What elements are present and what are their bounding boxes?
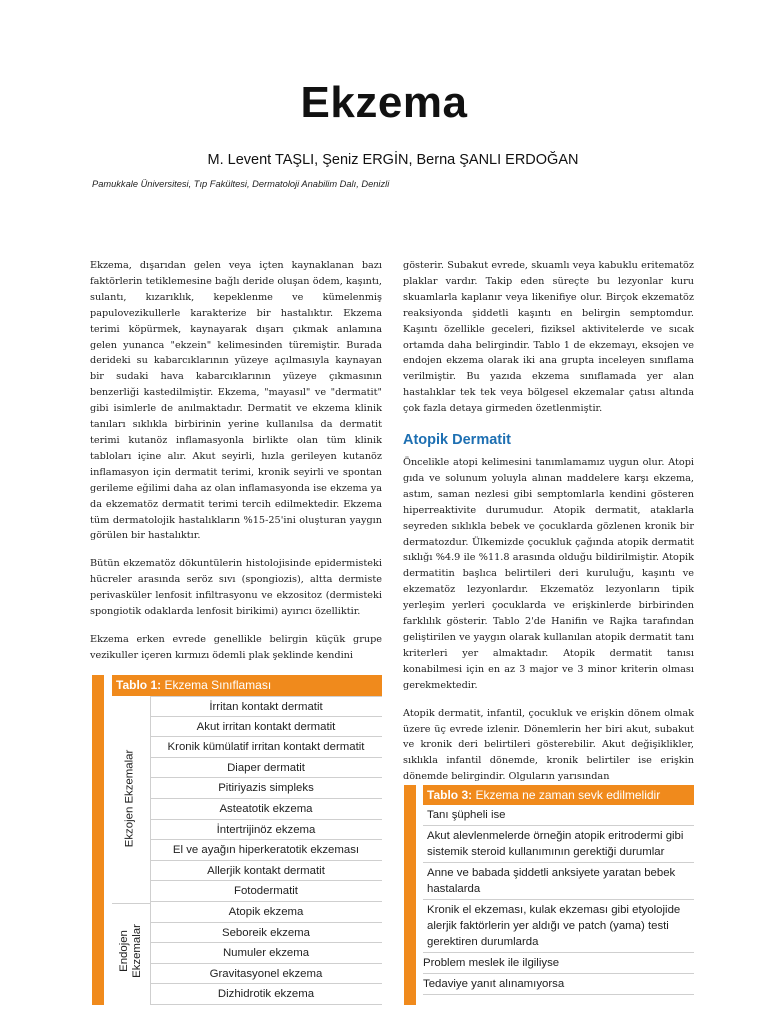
table-row: Akut alevlenmelerde örneğin atopik eritrodermi gibi sistemik steroid kullanımının gerektiği durumlar — [423, 826, 694, 863]
table-row: Asteatotik ekzema — [150, 799, 382, 820]
table-row: İrritan kontakt dermatit — [150, 696, 382, 717]
table-row: Kronik el ekzeması, kulak ekzeması gibi etyolojide alerjik faktörlerin yer aldığı ve patch (yama) testi gerektiren durumlarda — [423, 900, 694, 953]
table1-group-endogenous-line1: Endojen — [118, 930, 130, 972]
table1-group-exogenous: Ekzojen Ekzemalar — [123, 749, 136, 848]
table3-label: Tablo 3: — [427, 788, 473, 802]
right-column-mid — [403, 455, 694, 785]
table1-label: Tablo 1: — [116, 678, 162, 692]
paragraph: Atopik dermatit, infantil, çocukluk ve erişkin dönem olmak üzere üç evrede izlenir. Dönemlerin her biri akut, subakut ve kronik deri belirtileri gösterebilir. Akut değişiklikler, sıklıkla infantil dönemde, kronik belirtiler ise erişkin dönemde belirgindir. Olguların yarısından — [403, 707, 694, 783]
right-column-top — [403, 258, 694, 417]
table3-accent-bar — [404, 785, 416, 1005]
table-row: El ve ayağın hiperkeratotik ekzeması — [150, 840, 382, 861]
paragraph: Ekzema, dışarıdan gelen veya içten kaynaklanan bazı faktörlerin tetiklemesine bağlı deride oluşan ödem, kaşıntı, sulantı, kızarıklık, kepeklenme ve kümelenmiş papulovezikullerle karakterize bir hastalıktır. Ekzema terimi köpürmek, kaynayarak dışarı çıkmak anlamına gelen yunanca "ekzein" kelimesinden türemiştir. Burada derideki su kabarcıklarının yüzeye açılmasıyla kaynayan bir sudaki hava kabarcıklarının yüzeye çıkmasının benzerliği kastedilmiştir. Ekzema, "mayasıl" ve "dermatit" gibi isimlerle de anılmaktadır. Dermatit ve ekzema klinik tanıları sıklıkla birbirinin yerine kullanılsa da dermatit terimi kutanöz inflamasyonla birlikte olan tüm klinik tabloları içine alır. Akut seyirli, hızla gerileyen kutanöz inflamasyon için dermatit terimi, kronik seyirli ve spontan gerileme eğilimi daha az olan inflamasyonda ise ekzema ya da ekzematöz dermatit terimi tercih edilmektedir. Ekzema tüm dermatolojik hastalıkların %15-25'ini oluşturan yaygın görülen bir hastalıktır. — [90, 260, 382, 542]
table-row: Problem meslek ile ilgiliyse — [423, 953, 694, 974]
table1-group-endogenous — [118, 912, 144, 990]
left-column — [90, 258, 382, 664]
table-row: Pitiriyazis simpleks — [150, 778, 382, 799]
table1-group-endogenous-line2: Ekzemalar — [131, 924, 143, 978]
table-row: Anne ve babada şiddetli anksiyete yaratan bebek hastalarda — [423, 863, 694, 900]
table-row: Akut irritan kontakt dermatit — [150, 717, 382, 738]
table-row: Atopik ekzema — [150, 902, 382, 923]
article-title: Ekzema — [300, 78, 468, 127]
table-row: Gravitasyonel ekzema — [150, 964, 382, 985]
affiliation: Pamukkale Üniversitesi, Tıp Fakültesi, Dermatoloji Anabilim Dalı, Denizli — [92, 179, 390, 189]
table1-header — [112, 675, 382, 696]
table-row: Tanı şüpheli ise — [423, 805, 694, 826]
table-row: Dizhidrotik ekzema — [150, 984, 382, 1005]
table-row: İntertrijinöz ekzema — [150, 820, 382, 841]
paragraph: Bütün ekzematöz dökuntülerin histolojisinde epidermisteki hücreler arasında seröz sıvı (spongiozis), altta dermiste perivasküler lenfosit infiltrasyonu ve ekzositoz (dermisteki spongiotik odaklarda lenfosit birikimi) ayırıcı özelliktir. — [90, 558, 382, 618]
table3-title: Ekzema ne zaman sevk edilmelidir — [475, 788, 661, 802]
table1-title: Ekzema Sınıflaması — [164, 678, 272, 692]
paragraph: Öncelikle atopi kelimesini tanımlamamız uygun olur. Atopi gıda ve solunum yoluyla alınan maddelere karşı ekzema, astım, saman nezlesi gibi semptomlarla kendini gösteren hiperreaktivite durumudur. Atopik dermatit, ataklarla seyreden sıklıkla bebek ve çocuklarda gözlenen kronik bir dermatozdur. Ülkemizde çocukluk çağında atopik dermatit sıklığı %4.9 ile %11.8 arasında olduğu bildirilmiştir. Atopik dermatitin başlıca belirtileri deri kuruluğu, kaşıntı ve ekzematöz lezyonlardır. Ekzematöz lezyonların tipik yerleşim yerleri çocuklarda ve erişkinlerde birbirinden farklılık gösterir. Tablo 2'de Hanifin ve Rajka tarafından geliştirilen ve yaygın olarak kullanılan atopik dermatit tanı kriterleri yer almaktadır. Atopik dermatit tanısı konabilmesi için en az 3 major ve 3 minor kriterin olması gerekmektedir. — [403, 457, 694, 691]
section-heading-atopik-dermatit: Atopik Dermatit — [403, 432, 511, 448]
table-row: Fotodermatit — [150, 881, 382, 902]
paragraph: Ekzema erken evrede genellikle belirgin küçük grupe vezikuller içeren kırmızı ödemli plak şeklinde kendini — [90, 633, 382, 661]
table-row: Allerjik kontakt dermatit — [150, 861, 382, 882]
paragraph: gösterir. Subakut evrede, skuamlı veya kabuklu eritematöz plaklar vardır. Takip eden süreçte bu lezyonlar kuru skuamlarla kaplanır veya likenifiye olur. Birçok ekzematöz reaksiyonda şiddetli kaşıntı en belirgin semptomdur. Kaşıntı özellikle geceleri, fiziksel aktivitelerde ve sıcak ortamda daha belirgindir. Tablo 1 de ekzemayı, eksojen ve endojen ekzema olarak iki ana grupta inceleyen sınıflama verilmiştir. Bu yazıda ekzema sınıflamada yer alan hastalıklar tek tek veya bölgesel ekzemalar çatısı altında çok fazla detaya girmeden özetlenmiştir. — [403, 260, 694, 415]
table1-rows — [150, 696, 382, 1005]
table-row: Numuler ekzema — [150, 943, 382, 964]
authors: M. Levent TAŞLI, Şeniz ERGİN, Berna ŞANLI ERDOĞAN — [207, 152, 579, 168]
table1-accent-bar — [92, 675, 104, 1005]
table1-group-divider — [112, 903, 150, 904]
table-row: Seboreik ekzema — [150, 923, 382, 944]
table-row: Kronik kümülatif irritan kontakt dermatit — [150, 737, 382, 758]
table3-header — [423, 785, 694, 805]
table-row: Tedaviye yanıt alınamıyorsa — [423, 974, 694, 995]
table-row: Diaper dermatit — [150, 758, 382, 779]
table3-rows — [423, 805, 694, 995]
